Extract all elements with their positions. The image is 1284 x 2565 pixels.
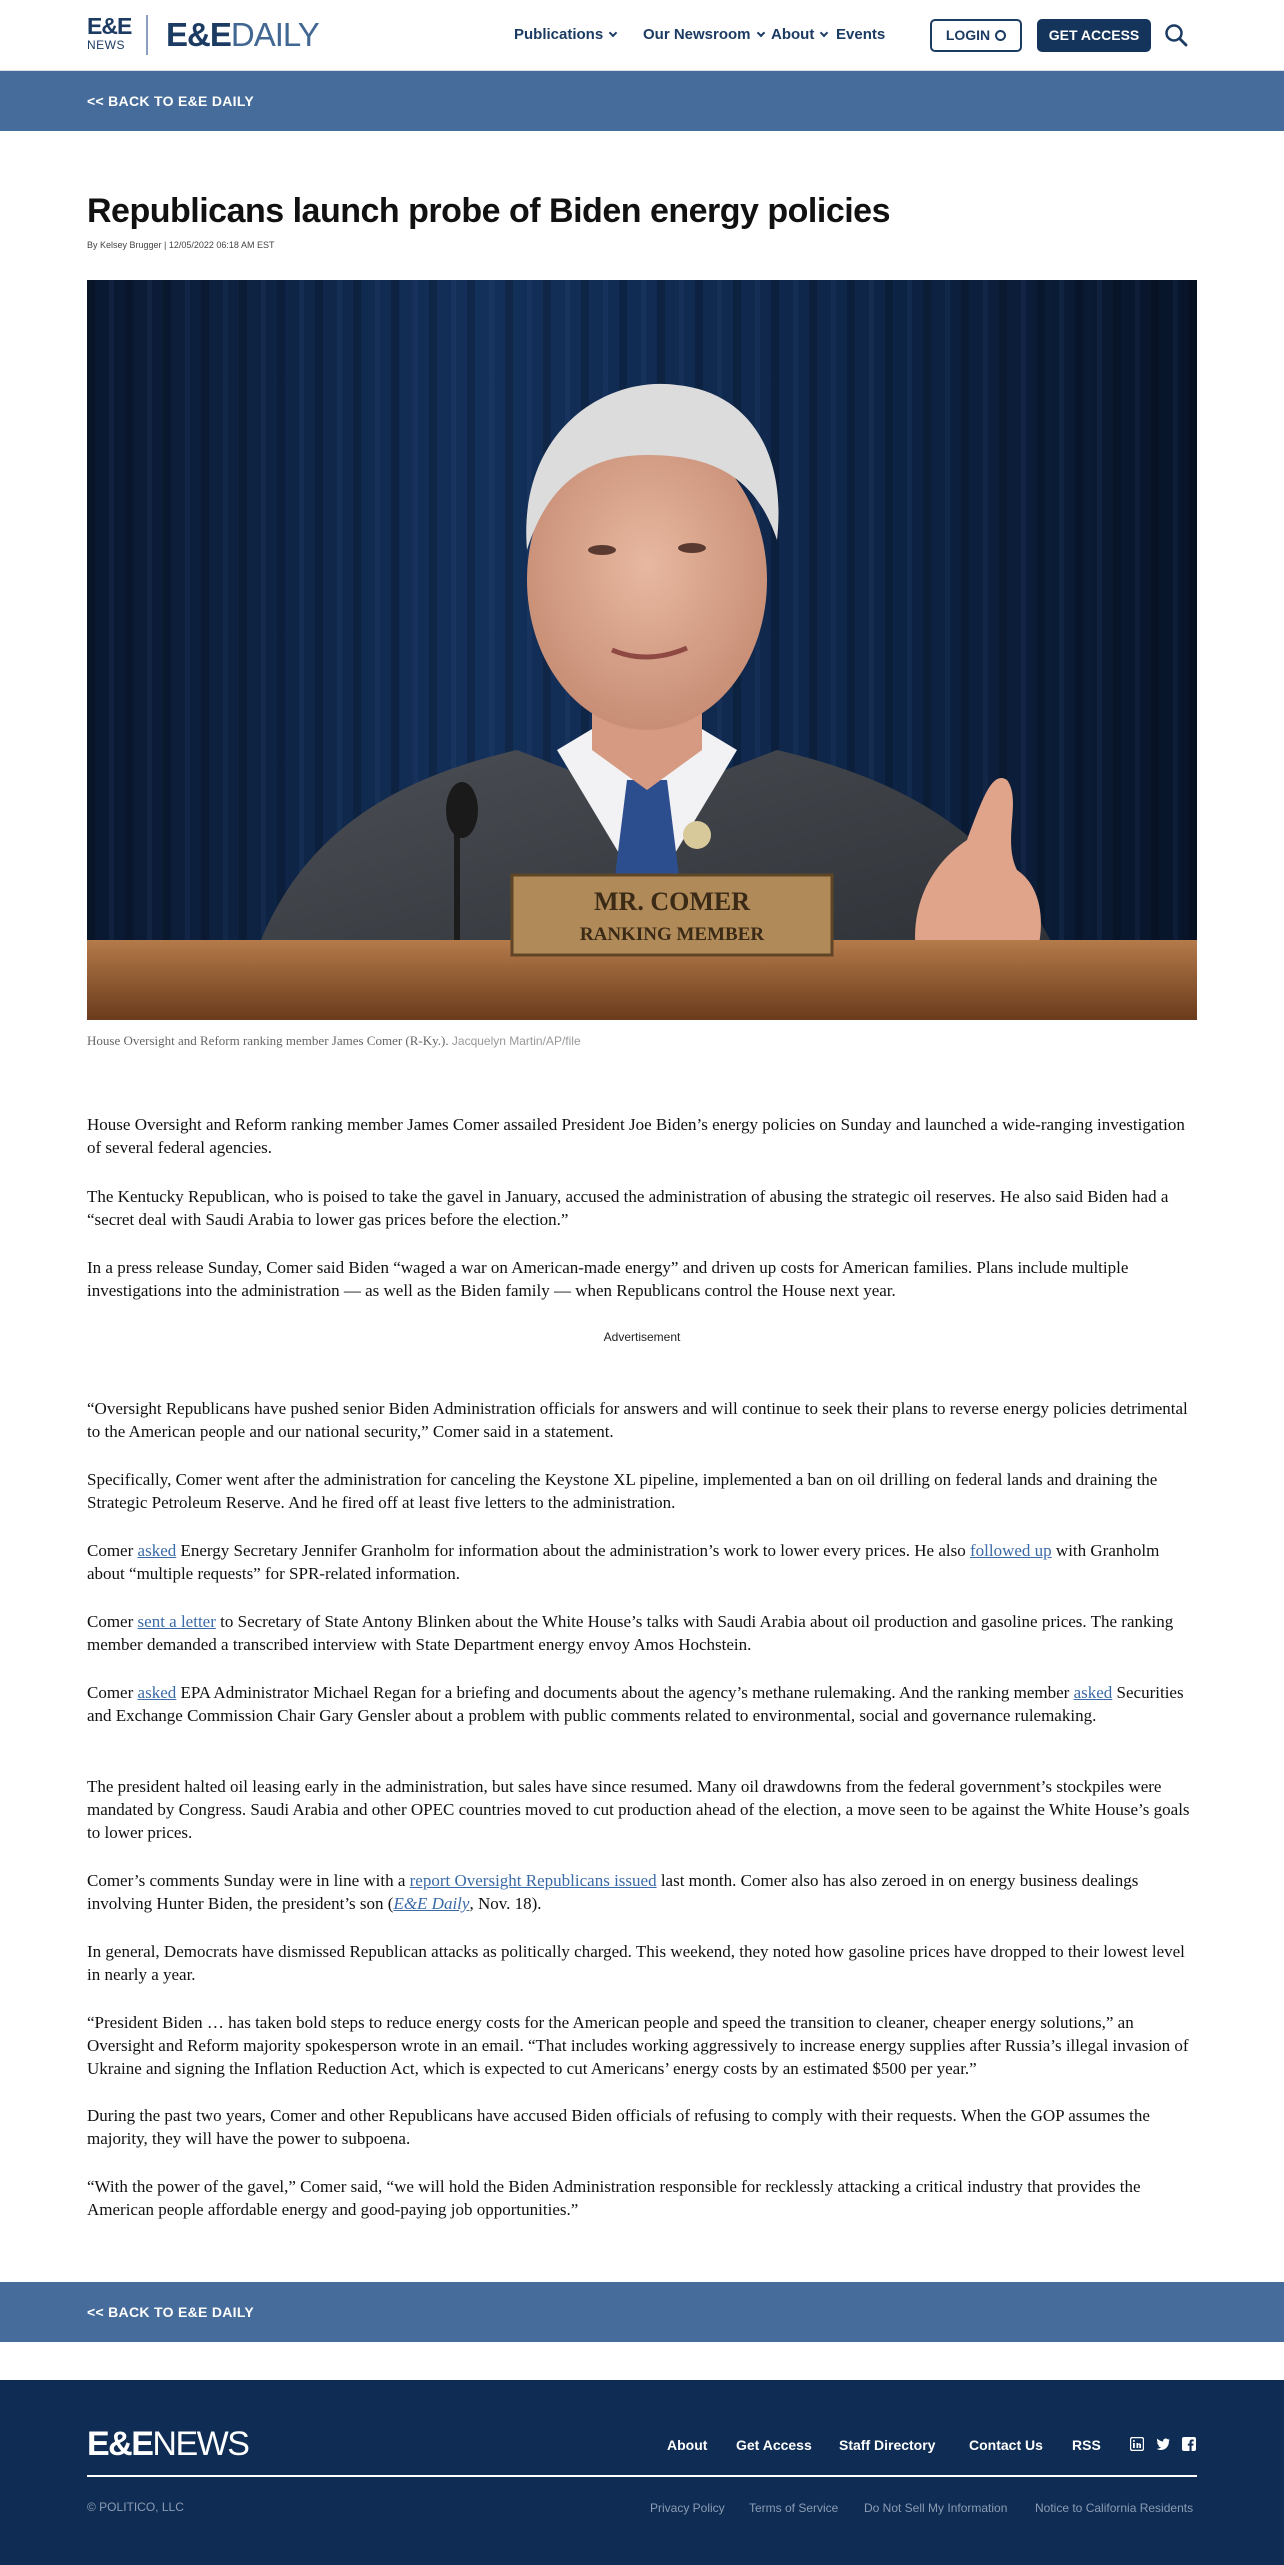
ee-daily-link[interactable]: E&E Daily <box>393 1894 470 1913</box>
footer-link-do-not-sell[interactable]: Do Not Sell My Information <box>864 2501 1008 2515</box>
footer-logo-ee: E&E <box>87 2425 153 2463</box>
logo-news-text: NEWS <box>87 38 125 52</box>
article-paragraph: House Oversight and Reform ranking member James Comer assailed President Joe Biden’s energy policies on Sunday and launched a wide-ranging investigation of several federal agencies. <box>87 1115 1185 1157</box>
user-icon <box>995 30 1006 41</box>
nav-events[interactable] <box>836 26 885 43</box>
footer-link-contact-us[interactable]: Contact Us <box>969 2437 1043 2453</box>
article-paragraph: “With the power of the gavel,” Comer said, “we will hold the Biden Administration responsible for recklessly attacking a critical industry that provides the American people affordable energy and good-paying job opportunities.” <box>87 2177 1141 2219</box>
photo-credit: Jacquelyn Martin/AP/file <box>451 1034 581 1048</box>
p10-text-2: last month. Comer also has also zeroed in on energy business dealings involving Hunter Biden, the president’s son ( <box>87 1871 1139 1913</box>
article-paragraph <box>87 1610 1197 1656</box>
p6-text-3: with Granholm about “multiple requests” for SPR-related information. <box>87 1541 1160 1583</box>
nameplate-line1: MR. COMER <box>594 887 750 916</box>
footer-divider <box>87 2475 1197 2477</box>
report-oversight-link[interactable]: report Oversight Republicans issued <box>409 1871 657 1890</box>
sent-a-letter-link[interactable]: sent a letter <box>137 1612 216 1631</box>
nav-publications[interactable] <box>514 26 616 43</box>
asked-gensler-link[interactable]: asked <box>1073 1683 1113 1702</box>
logo-divider <box>146 15 148 55</box>
article-paragraph: In general, Democrats have dismissed Republican attacks as politically charged. This weekend, they noted how gasoline prices have dropped to their lowest level in nearly a year. <box>87 1942 1185 1984</box>
article-hero-image <box>87 280 1197 1020</box>
advertisement-label: Advertisement <box>603 1330 681 1344</box>
linkedin-icon[interactable] <box>1130 2437 1144 2451</box>
ee-daily-logo[interactable] <box>166 18 319 52</box>
footer-link-staff-directory[interactable]: Staff Directory <box>839 2437 936 2453</box>
article-paragraph: “President Biden … has taken bold steps to reduce energy costs for the American people and speed the transition to cleaner, cheaper energy solutions,” an Oversight and Reform majority spokesperson wrote in an email. “That includes working aggressively to increase energy supplies after Russia’s illegal invasion of Ukraine and signing the Inflation Reduction Act, which is expected to cut Americans’ energy costs by an estimated $500 per year.” <box>87 2013 1189 2078</box>
nav-newsroom-label: Our Newsroom <box>643 26 751 43</box>
hero-photo-illustration <box>87 280 1197 1020</box>
article-paragraph: In a press release Sunday, Comer said Biden “waged a war on American-made energy” and driven up costs for American families. Plans include multiple investigations into the administration — as well as the Biden family — when Republicans control the House next year. <box>87 1258 1129 1300</box>
caption-text: House Oversight and Reform ranking member James Comer (R-Ky.). <box>87 1033 449 1048</box>
back-to-daily-link-bottom[interactable]: << BACK TO E&E DAILY <box>87 2304 255 2320</box>
article-title: Republicans launch probe of Biden energy policies <box>87 192 890 230</box>
footer-link-rss[interactable]: RSS <box>1072 2437 1101 2453</box>
footer-link-get-access[interactable]: Get Access <box>736 2437 812 2453</box>
article-paragraph: During the past two years, Comer and other Republicans have accused Biden officials of refusing to comply with their requests. When the GOP assumes the majority, they will have the power to subpoena. <box>87 2106 1150 2148</box>
article-paragraph: “Oversight Republicans have pushed senior Biden Administration officials for answers and will continue to seek their plans to reverse energy policies detrimental to the American people and our national security,” Comer said in a statement. <box>87 1399 1188 1441</box>
twitter-icon[interactable] <box>1156 2437 1170 2451</box>
footer-link-terms[interactable]: Terms of Service <box>749 2501 839 2515</box>
p8-text-1: Comer <box>87 1683 138 1702</box>
logo-ee-text: E&E <box>87 13 132 39</box>
chevron-down-icon <box>609 29 617 37</box>
back-bar-bottom <box>0 2282 1284 2342</box>
nav-our-newsroom[interactable] <box>643 26 764 43</box>
logo-daily-suffix: DAILY <box>230 16 319 53</box>
footer-link-privacy[interactable]: Privacy Policy <box>650 2501 725 2515</box>
article-paragraph <box>87 1681 1197 1727</box>
article-paragraph: Specifically, Comer went after the administration for canceling the Keystone XL pipeline, implemented a ban on oil drilling on federal lands and draining the Strategic Petroleum Reserve. And he fired off at least five letters to the administration. <box>87 1470 1158 1512</box>
footer-logo-news: NEWS <box>152 2425 249 2463</box>
back-bar-top <box>0 71 1284 131</box>
back-to-daily-link[interactable]: << BACK TO E&E DAILY <box>87 93 255 109</box>
footer-link-about[interactable]: About <box>667 2437 708 2453</box>
p8-text-2: EPA Administrator Michael Regan for a briefing and documents about the agency’s methane rulemaking. And the ranking member <box>176 1683 1074 1702</box>
login-label: LOGIN <box>945 27 991 43</box>
p7-text-2: to Secretary of State Antony Blinken about the White House’s talks with Saudi Arabia about oil production and gasoline prices. The ranking member demanded a transcribed interview with State Department energy envoy Amos Hochstein. <box>87 1612 1174 1654</box>
p6-text-2: Energy Secretary Jennifer Granholm for information about the administration’s work to lower every prices. He also <box>176 1541 970 1560</box>
p7-text-1: Comer <box>87 1612 138 1631</box>
followed-up-link[interactable]: followed up <box>969 1541 1052 1560</box>
ee-news-logo[interactable] <box>87 13 132 55</box>
article-paragraph <box>87 1539 1197 1585</box>
article-paragraph <box>87 1869 1197 1915</box>
p10-text-1: Comer’s comments Sunday were in line with a <box>87 1871 410 1890</box>
get-access-button[interactable]: GET ACCESS <box>1037 19 1151 52</box>
site-footer <box>0 2380 1284 2565</box>
article-byline: By Kelsey Brugger | 12/05/2022 06:18 AM EST <box>87 240 275 250</box>
chevron-down-icon <box>820 29 828 37</box>
site-header <box>0 0 1284 71</box>
login-button[interactable] <box>930 19 1022 52</box>
logo-daily-prefix: E&E <box>166 16 231 53</box>
nav-about[interactable] <box>771 26 827 43</box>
footer-copyright: © POLITICO, LLC <box>87 2500 184 2514</box>
article-paragraph: The Kentucky Republican, who is poised to take the gavel in January, accused the administration of abusing the strategic oil reserves. He also said Biden had a “secret deal with Saudi Arabia to lower gas prices before the election.” <box>87 1187 1169 1229</box>
article-paragraph: The president halted oil leasing early in the administration, but sales have since resumed. Many oil drawdowns from the federal government’s stockpiles were mandated by Congress. Saudi Arabia and other OPEC countries moved to cut production ahead of the election, a move seen to be against the White House’s goals to lower prices. <box>87 1777 1190 1842</box>
search-icon[interactable] <box>1164 23 1188 47</box>
p8-text-3: Securities and Exchange Commission Chair Gary Gensler about a problem with public comments related to environmental, social and governance rulemaking. <box>87 1683 1184 1725</box>
nav-about-label: About <box>771 26 815 43</box>
asked-regan-link[interactable]: asked <box>137 1683 177 1702</box>
image-caption <box>87 1033 581 1049</box>
footer-link-california[interactable]: Notice to California Residents <box>1035 2501 1194 2515</box>
nameplate-line2: RANKING MEMBER <box>579 924 765 945</box>
asked-granholm-link[interactable]: asked <box>137 1541 177 1560</box>
footer-ee-news-logo[interactable] <box>87 2426 248 2462</box>
facebook-icon[interactable] <box>1182 2437 1196 2451</box>
chevron-down-icon <box>756 29 764 37</box>
nav-events-label: Events <box>836 26 886 43</box>
p10-text-3: , Nov. 18). <box>469 1894 542 1913</box>
p6-text-1: Comer <box>87 1541 138 1560</box>
nav-publications-label: Publications <box>514 26 604 43</box>
